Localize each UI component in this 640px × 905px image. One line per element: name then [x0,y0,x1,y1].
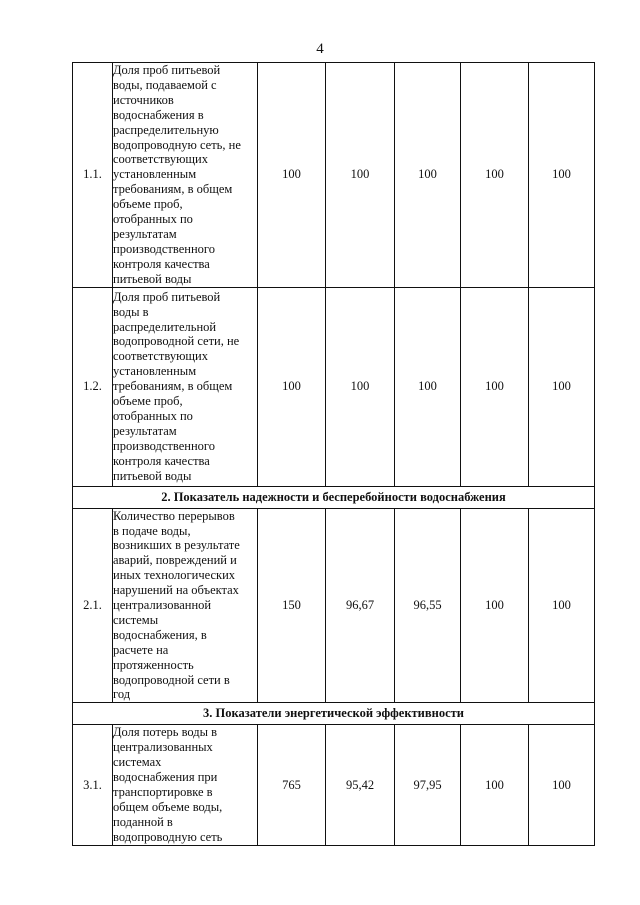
description-line: водоснабжения, в [113,627,207,642]
value-cell: 150 [258,508,326,703]
description-line: водопроводной сети в [113,672,230,687]
description-line: аварий, повреждений и [113,553,237,568]
section-header-row [73,486,595,508]
description-line: нарушений на объектах [113,583,239,598]
row-number: 2.1. [73,508,113,703]
description-line: протяженность [113,657,194,672]
section-title: 3. Показатели энергетической эффективности [73,703,595,725]
value-cell: 100 [395,63,461,288]
row-number: 3.1. [73,725,113,845]
value-cell: 100 [395,287,461,486]
description-line: Доля потерь воды в [113,725,218,740]
description-line: питьевой воды [113,468,192,483]
description-line: воды в [113,304,149,319]
description-line: отобранных по [113,212,193,227]
description-line: поданной в [113,814,173,829]
description-line: производственного [113,241,215,256]
value-cell: 100 [326,63,395,288]
description-line: Доля проб питьевой [113,289,221,304]
table-row-2-1 [73,508,595,703]
description-line: водопроводную сеть [113,829,223,844]
value-cell: 100 [529,508,595,703]
row-number: 1.1. [73,63,113,288]
description-line: расчете на [113,642,169,657]
description-line: источников [113,92,174,107]
indicator-description [113,725,258,845]
section-title: 2. Показатель надежности и бесперебойности водоснабжения [73,486,595,508]
description-line: системах [113,755,162,770]
description-line: результатам [113,423,177,438]
description-line: транспортировке в [113,785,213,799]
description-line: объеме проб, [113,197,183,212]
indicator-description [113,63,258,288]
value-cell: 100 [529,287,595,486]
section-header-row [73,703,595,725]
description-line: иных технологических [113,568,236,583]
value-cell: 765 [258,725,326,845]
description-line: распределительной [113,319,217,334]
value-cell: 100 [258,63,326,288]
description-line: Доля проб питьевой [113,63,221,77]
table-row-3-1 [73,725,595,845]
indicator-description [113,287,258,486]
description-line: возникших в результате [113,538,240,553]
description-line: централизованных [113,740,213,755]
description-line: требованиям, в общем [113,182,233,197]
description-line: объеме проб, [113,394,183,409]
description-line: производственного [113,438,215,453]
description-line: распределительную [113,122,219,137]
description-line: водоснабжения при [113,770,218,785]
description-line: водопроводную сеть, не [113,137,241,152]
value-cell: 100 [529,725,595,845]
value-cell: 97,95 [395,725,461,845]
description-line: год [113,687,131,702]
value-cell: 100 [461,508,529,703]
description-line: питьевой воды [113,271,192,286]
page-number: 4 [316,41,324,57]
description-line: воды, подаваемой с [113,77,217,92]
value-cell: 96,67 [326,508,395,703]
value-cell: 100 [461,287,529,486]
value-cell: 100 [461,63,529,288]
description-line: установленным [113,364,197,379]
description-line: соответствующих [113,349,208,364]
description-line: контроля качества [113,256,210,271]
indicators-table [72,62,595,846]
table-row-1-1 [73,63,595,288]
value-cell: 96,55 [395,508,461,703]
description-line: требованиям, в общем [113,379,233,394]
value-cell: 100 [529,63,595,288]
description-line: водоснабжения в [113,107,204,122]
value-cell: 100 [461,725,529,845]
description-line: отобранных по [113,408,193,423]
description-line: установленным [113,167,197,182]
row-number: 1.2. [73,287,113,486]
description-line: в подаче воды, [113,523,191,538]
description-line: Количество перерывов [113,508,235,523]
description-line: системы [113,612,159,627]
description-line: контроля качества [113,453,210,468]
value-cell: 100 [326,287,395,486]
description-line: водопроводной сети, не [113,334,240,349]
table-row-1-2 [73,287,595,486]
indicator-description [113,508,258,703]
description-line: централизованной [113,598,212,613]
description-line: соответствующих [113,152,208,167]
description-line: результатам [113,226,177,241]
description-line: общем объеме воды, [113,799,223,814]
value-cell: 100 [258,287,326,486]
value-cell: 95,42 [326,725,395,845]
